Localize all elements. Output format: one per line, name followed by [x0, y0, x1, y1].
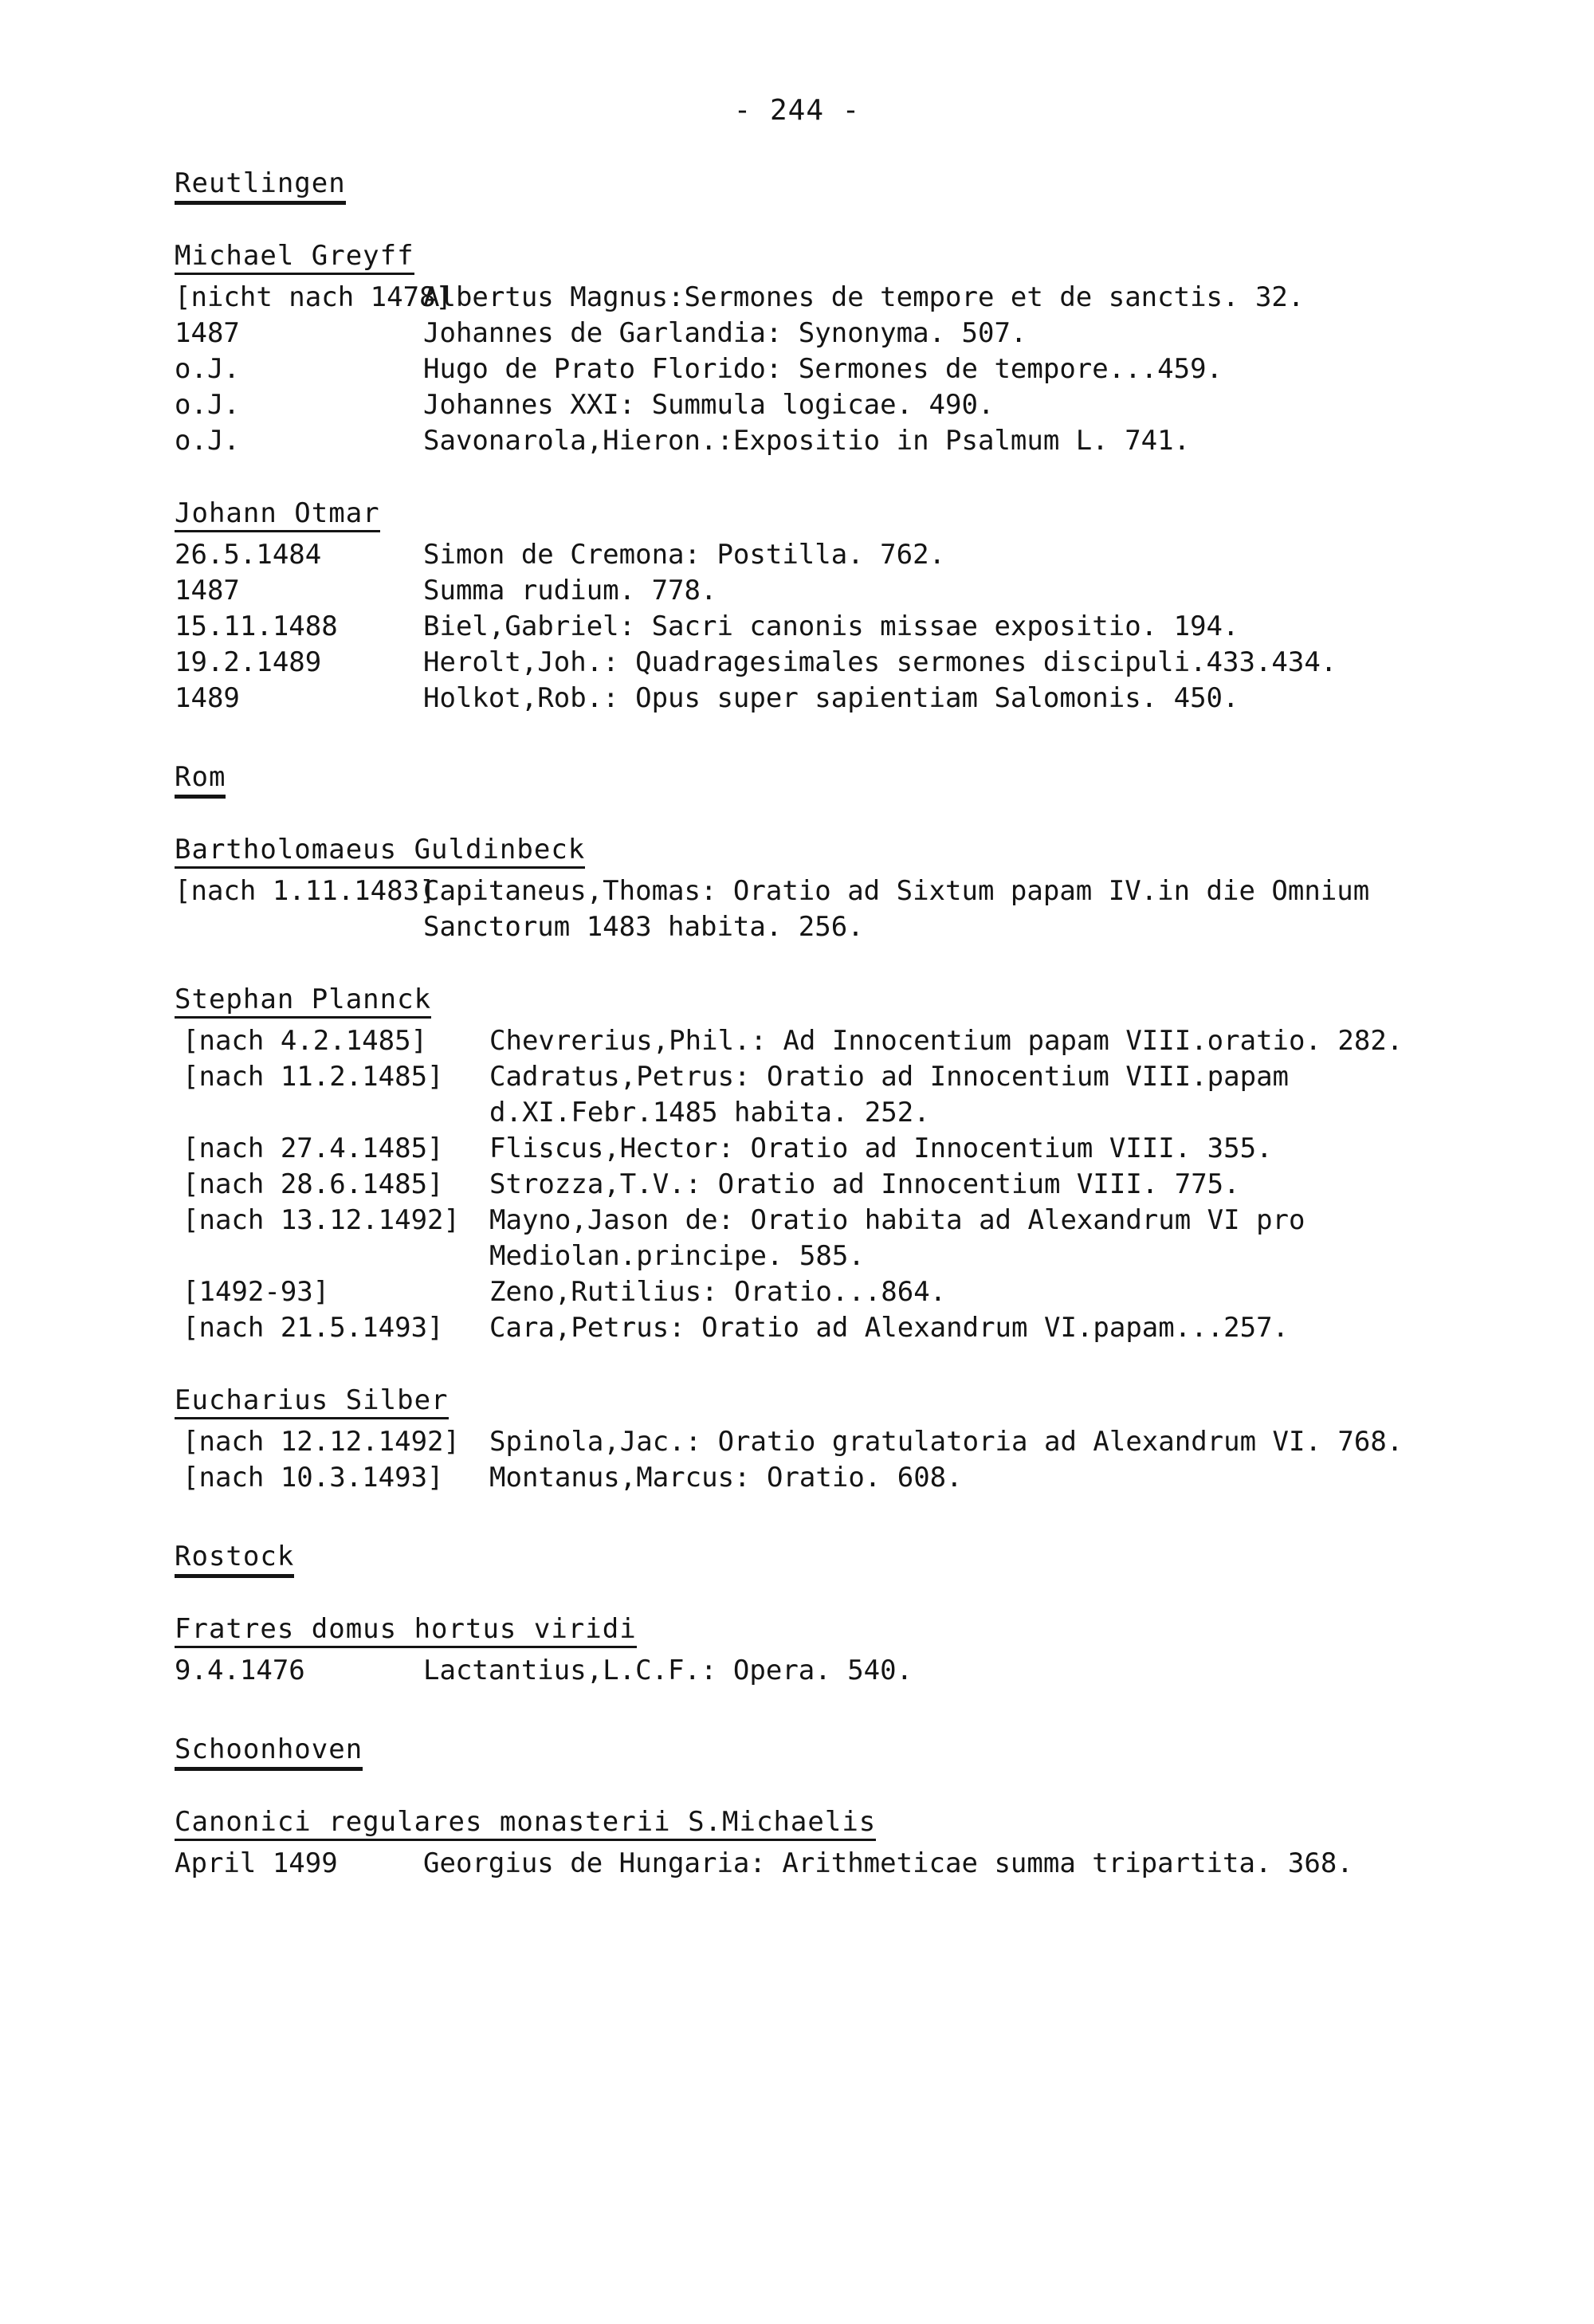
printer-heading: Eucharius Silber — [175, 1384, 449, 1419]
printer-section — [175, 983, 1450, 1346]
city-section — [175, 1733, 1450, 1882]
entry-text: Lactantius,L.C.F.: Opera. 540. — [423, 1655, 913, 1686]
entry-text: Georgius de Hungaria: Arithmeticae summa tripartita. 368. — [423, 1847, 1353, 1879]
catalog-entry — [175, 280, 1450, 316]
catalog-entry — [175, 1274, 1450, 1310]
entry-date: [nach 13.12.1492] — [183, 1204, 460, 1236]
printer-heading: Stephan Plannck — [175, 983, 431, 1019]
printer-heading: Canonici regulares monasterii S.Michaelis — [175, 1806, 876, 1841]
entry-date: April 1499 — [175, 1847, 338, 1879]
entry-text: Cara,Petrus: Oratio ad Alexandrum VI.papam...257. — [489, 1312, 1290, 1344]
city-section — [175, 167, 1450, 716]
entry-date: [nach 4.2.1485] — [183, 1025, 428, 1057]
catalog-entry — [175, 681, 1450, 716]
catalog-entry — [175, 423, 1450, 459]
catalog-entry — [175, 1653, 1450, 1689]
city-heading: Rom — [175, 761, 226, 799]
entry-date: o.J. — [175, 353, 240, 385]
entry-text: Fliscus,Hector: Oratio ad Innocentium VIII. 355. — [489, 1133, 1273, 1164]
catalog-entry — [175, 873, 1450, 945]
catalog-entry — [175, 1059, 1450, 1131]
city-section — [175, 1541, 1450, 1689]
entry-text: Montanus,Marcus: Oratio. 608. — [489, 1462, 963, 1494]
catalog-entry — [175, 537, 1450, 573]
printer-heading: Fratres domus hortus viridi — [175, 1613, 637, 1648]
entry-text: Simon de Cremona: Postilla. 762. — [423, 539, 946, 571]
entry-date: 1489 — [175, 682, 240, 714]
spacer — [175, 1578, 1450, 1613]
city-heading: Rostock — [175, 1541, 294, 1578]
entry-date: [1492-93] — [183, 1276, 330, 1308]
catalog-entry — [175, 1460, 1450, 1496]
city-heading: Schoonhoven — [175, 1733, 363, 1771]
catalog-entry — [175, 1167, 1450, 1203]
entry-date: 15.11.1488 — [175, 610, 338, 642]
entry-date: o.J. — [175, 389, 240, 421]
entry-text: Mayno,Jason de: Oratio habita ad Alexandrum VI pro Mediolan.principe. 585. — [489, 1204, 1305, 1272]
entry-text: Capitaneus,Thomas: Oratio ad Sixtum papam IV.in die Omnium Sanctorum 1483 habita. 256. — [423, 875, 1370, 943]
printer-section — [175, 1806, 1450, 1882]
entry-text: Johannes de Garlandia: Synonyma. 507. — [423, 317, 1027, 349]
city-heading: Reutlingen — [175, 167, 346, 205]
printer-section — [175, 1613, 1450, 1689]
printer-heading-row — [175, 1384, 1450, 1419]
entry-text: Summa rudium. 778. — [423, 575, 717, 607]
entry-date: 26.5.1484 — [175, 539, 322, 571]
page-number: - 244 - — [733, 94, 861, 127]
entry-date: [nach 1.11.1483] — [175, 875, 436, 907]
entry-date: 9.4.1476 — [175, 1655, 305, 1686]
printer-section — [175, 497, 1450, 716]
spacer — [175, 1771, 1450, 1806]
entry-text: Herolt,Joh.: Quadragesimales sermones discipuli.433.434. — [423, 646, 1337, 678]
entry-text: Strozza,T.V.: Oratio ad Innocentium VIII. 775. — [489, 1168, 1240, 1200]
entry-date: 19.2.1489 — [175, 646, 322, 678]
spacer — [175, 205, 1450, 240]
entry-date: [nach 21.5.1493] — [183, 1312, 444, 1344]
catalog-entry — [175, 316, 1450, 351]
spacer — [175, 799, 1450, 834]
entry-text: Albertus Magnus:Sermones de tempore et de sanctis. 32. — [423, 281, 1305, 313]
entry-text: Biel,Gabriel: Sacri canonis missae expositio. 194. — [423, 610, 1239, 642]
printer-section — [175, 1384, 1450, 1496]
entry-date: [nach 11.2.1485] — [183, 1061, 444, 1093]
catalog-entry — [175, 1023, 1450, 1059]
entry-text: Hugo de Prato Florido: Sermones de tempore...459. — [423, 353, 1223, 385]
entry-text: Johannes XXI: Summula logicae. 490. — [423, 389, 995, 421]
printer-heading: Johann Otmar — [175, 497, 380, 532]
catalog-entry — [175, 573, 1450, 609]
printer-heading-row — [175, 497, 1450, 532]
catalog-entry — [175, 351, 1450, 387]
printer-section — [175, 240, 1450, 459]
entry-date: [nach 27.4.1485] — [183, 1133, 444, 1164]
entry-text: Spinola,Jac.: Oratio gratulatoria ad Alexandrum VI. 768. — [489, 1426, 1404, 1458]
catalog-entry — [175, 387, 1450, 423]
entry-date: 1487 — [175, 317, 240, 349]
printer-heading: Michael Greyff — [175, 240, 414, 275]
entry-date: o.J. — [175, 425, 240, 457]
entry-text: Holkot,Rob.: Opus super sapientiam Salomonis. 450. — [423, 682, 1239, 714]
catalog-content — [175, 167, 1450, 1926]
catalog-entry — [175, 1203, 1450, 1274]
printer-heading-row — [175, 240, 1450, 275]
entry-date: [nach 12.12.1492] — [183, 1426, 460, 1458]
catalog-entry — [175, 645, 1450, 681]
printer-heading: Bartholomaeus Guldinbeck — [175, 834, 585, 869]
catalog-entry — [175, 609, 1450, 645]
entry-date: [nicht nach 1478] — [175, 281, 452, 313]
entry-date: [nach 10.3.1493] — [183, 1462, 444, 1494]
entry-text: Cadratus,Petrus: Oratio ad Innocentium VIII.papam d.XI.Febr.1485 habita. 252. — [489, 1061, 1290, 1129]
printer-heading-row — [175, 983, 1450, 1019]
catalog-entry — [175, 1846, 1450, 1882]
printer-section — [175, 834, 1450, 945]
printer-heading-row — [175, 834, 1450, 869]
entry-text: Savonarola,Hieron.:Expositio in Psalmum L. 741. — [423, 425, 1191, 457]
catalog-entry — [175, 1310, 1450, 1346]
entry-text: Chevrerius,Phil.: Ad Innocentium papam VIII.oratio. 282. — [489, 1025, 1404, 1057]
printer-heading-row — [175, 1613, 1450, 1648]
entry-text: Zeno,Rutilius: Oratio...864. — [489, 1276, 947, 1308]
entry-date: 1487 — [175, 575, 240, 607]
printer-heading-row — [175, 1806, 1450, 1841]
catalog-entry — [175, 1131, 1450, 1167]
entry-date: [nach 28.6.1485] — [183, 1168, 444, 1200]
city-section — [175, 761, 1450, 1496]
catalog-entry — [175, 1424, 1450, 1460]
